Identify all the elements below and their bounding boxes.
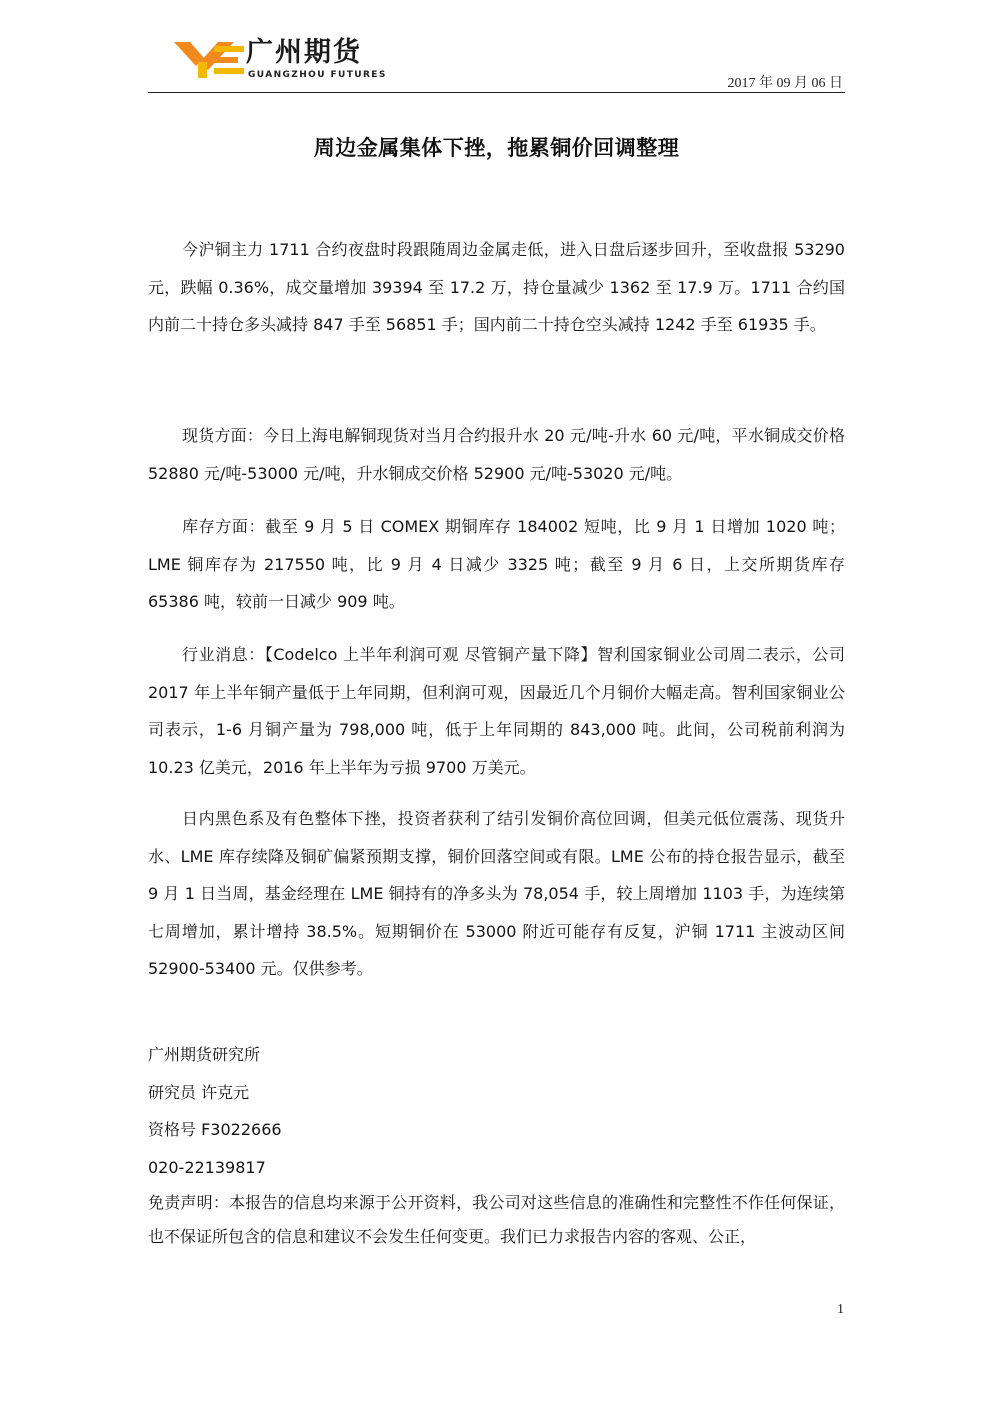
paragraph-spot: 现货方面：今日上海电解铜现货对当月合约报升水 20 元/吨-升水 60 元/吨，平水铜成交价格 52880 元/吨-53000 元/吨，升水铜成交价格 52900 元/吨-53020 元/吨。 bbox=[148, 426, 845, 483]
report-title: 周边金属集体下挫，拖累铜价回调整理 bbox=[313, 136, 680, 160]
guangzhou-futures-logo-icon bbox=[174, 40, 246, 80]
page-header bbox=[148, 30, 845, 94]
researcher-name: 研究员 许克元 bbox=[148, 1082, 250, 1102]
brand-name-en: GUANGZHOU FUTURES bbox=[248, 70, 387, 80]
page-number: 1 bbox=[837, 1302, 844, 1317]
brand-name-cn: 广州期货 bbox=[246, 37, 362, 68]
paragraph-inventory: 库存方面：截至 9 月 5 日 COMEX 期铜库存 184002 短吨，比 9 月 1 日增加 1020 吨；LME 铜库存为 217550 吨，比 9 月 4 日减少 3325 吨；截至 9 月 6 日，上交所期货库存 65386 吨，较前一日减少 909 吨。 bbox=[148, 517, 845, 611]
license-number: 资格号 F3022666 bbox=[148, 1120, 282, 1139]
paragraph-industry-news: 行业消息：【Codelco 上半年利润可观 尽管铜产量下降】智利国家铜业公司周二表示，公司 2017 年上半年铜产量低于上年同期，但利润可观，因最近几个月铜价大幅走高。智利国家铜业公司表示，1-6 月铜产量为 798,000 吨，低于上年同期的 843,000 吨。此间，公司税前利润为 10.23 亿美元，2016 年上半年为亏损 9700 万美元。 bbox=[148, 645, 845, 777]
phone-number: 020-22139817 bbox=[148, 1157, 266, 1177]
report-footer bbox=[148, 1036, 845, 1254]
disclaimer-text: 免责声明：本报告的信息均来源于公开资料，我公司对这些信息的准确性和完整性不作任何保证，也不保证所包含的信息和建议不会发生任何变更。我们已力求报告内容的客观、公正， bbox=[148, 1193, 845, 1246]
institute-name: 广州期货研究所 bbox=[148, 1045, 261, 1064]
paragraph-market-summary: 今沪铜主力 1711 合约夜盘时段跟随周边金属走低，进入日盘后逐步回升，至收盘报 53290 元，跌幅 0.36%，成交量增加 39394 至 17.2 万，持仓量减少 1362 至 17.9 万。1711 合约国内前二十持仓多头减持 847 手至 56851 手；国内前二十持仓空头减持 1242 手至 61935 手。 bbox=[148, 240, 845, 334]
paragraph-outlook: 日内黑色系及有色整体下挫，投资者获利了结引发铜价高位回调，但美元低位震荡、现货升水、LME 库存续降及铜矿偏紧预期支撑，铜价回落空间或有限。LME 公布的持仓报告显示，截至 9 月 1 日当周，基金经理在 LME 铜持有的净多头为 78,054 手，较上周增加 1103 手，为连续第七周增加，累计增持 38.5%。短期铜价在 53000 附近可能存有反复，沪铜 1711 主波动区间 52900-53400 元。仅供参考。 bbox=[148, 809, 845, 978]
header-divider bbox=[148, 92, 845, 93]
report-date: 2017 年 09 月 06 日 bbox=[727, 76, 843, 91]
